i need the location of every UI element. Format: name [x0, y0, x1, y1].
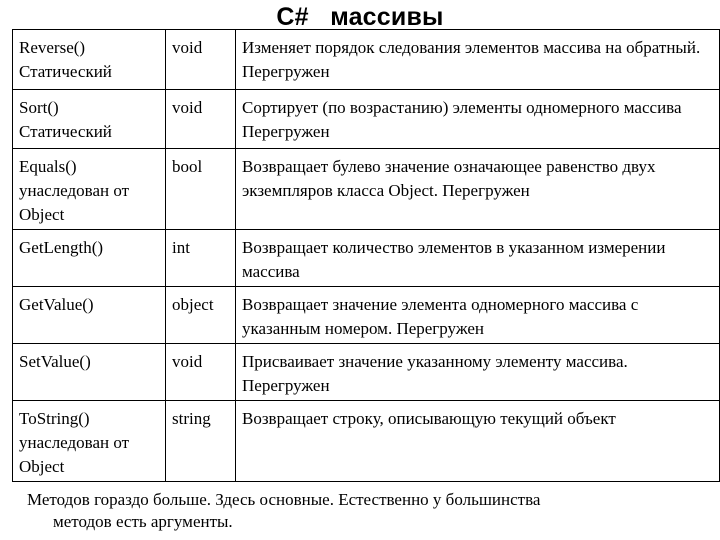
return-type: string: [166, 401, 236, 482]
method-description: Возвращает строку, описывающую текущий объект: [236, 401, 720, 482]
method-note: Статический: [19, 122, 112, 141]
return-type: int: [166, 230, 236, 287]
method-name: GetLength(): [19, 238, 104, 257]
method-description: Изменяет порядок следования элементов массива на обратный. Перегружен: [236, 30, 720, 90]
method-description: Присваивает значение указанному элементу массива. Перегружен: [236, 344, 720, 401]
method-description: Сортирует (по возрастанию) элементы одномерного массива Перегружен: [236, 90, 720, 149]
table-row: [13, 401, 720, 482]
method-note: унаследован от Object: [19, 433, 130, 476]
method-cell: [13, 287, 166, 344]
method-name: Equals(): [19, 157, 77, 176]
method-description: Возвращает значение элемента одномерного массива с указанным номером. Перегружен: [236, 287, 720, 344]
method-note: Статический: [19, 62, 112, 81]
method-cell: [13, 149, 166, 230]
methods-table: [12, 29, 720, 482]
table-row: [13, 344, 720, 401]
footer-note: [27, 489, 707, 533]
method-cell: [13, 30, 166, 90]
footer-line-1: Методов гораздо больше. Здесь основные. Естественно у большинства: [27, 490, 541, 509]
return-type: object: [166, 287, 236, 344]
return-type: bool: [166, 149, 236, 230]
return-type: void: [166, 90, 236, 149]
footer-line-2: методов есть аргументы.: [53, 512, 233, 531]
method-cell: [13, 344, 166, 401]
table-row: [13, 287, 720, 344]
page-title: C# массивы: [276, 3, 444, 31]
method-name: SetValue(): [19, 352, 91, 371]
method-cell: [13, 90, 166, 149]
method-note: унаследован от Object: [19, 181, 130, 224]
method-name: Reverse(): [19, 38, 86, 57]
table-row: [13, 149, 720, 230]
method-description: Возвращает булево значение означающее равенство двух экземпляров класса Object. Перегружен: [236, 149, 720, 230]
return-type: void: [166, 344, 236, 401]
method-description: Возвращает количество элементов в указанном измерении массива: [236, 230, 720, 287]
table-row: [13, 230, 720, 287]
method-cell: [13, 401, 166, 482]
method-cell: [13, 230, 166, 287]
method-name: Sort(): [19, 98, 59, 117]
table-row: [13, 30, 720, 90]
method-name: GetValue(): [19, 295, 94, 314]
table-row: [13, 90, 720, 149]
method-name: ToString(): [19, 409, 90, 428]
return-type: void: [166, 30, 236, 90]
